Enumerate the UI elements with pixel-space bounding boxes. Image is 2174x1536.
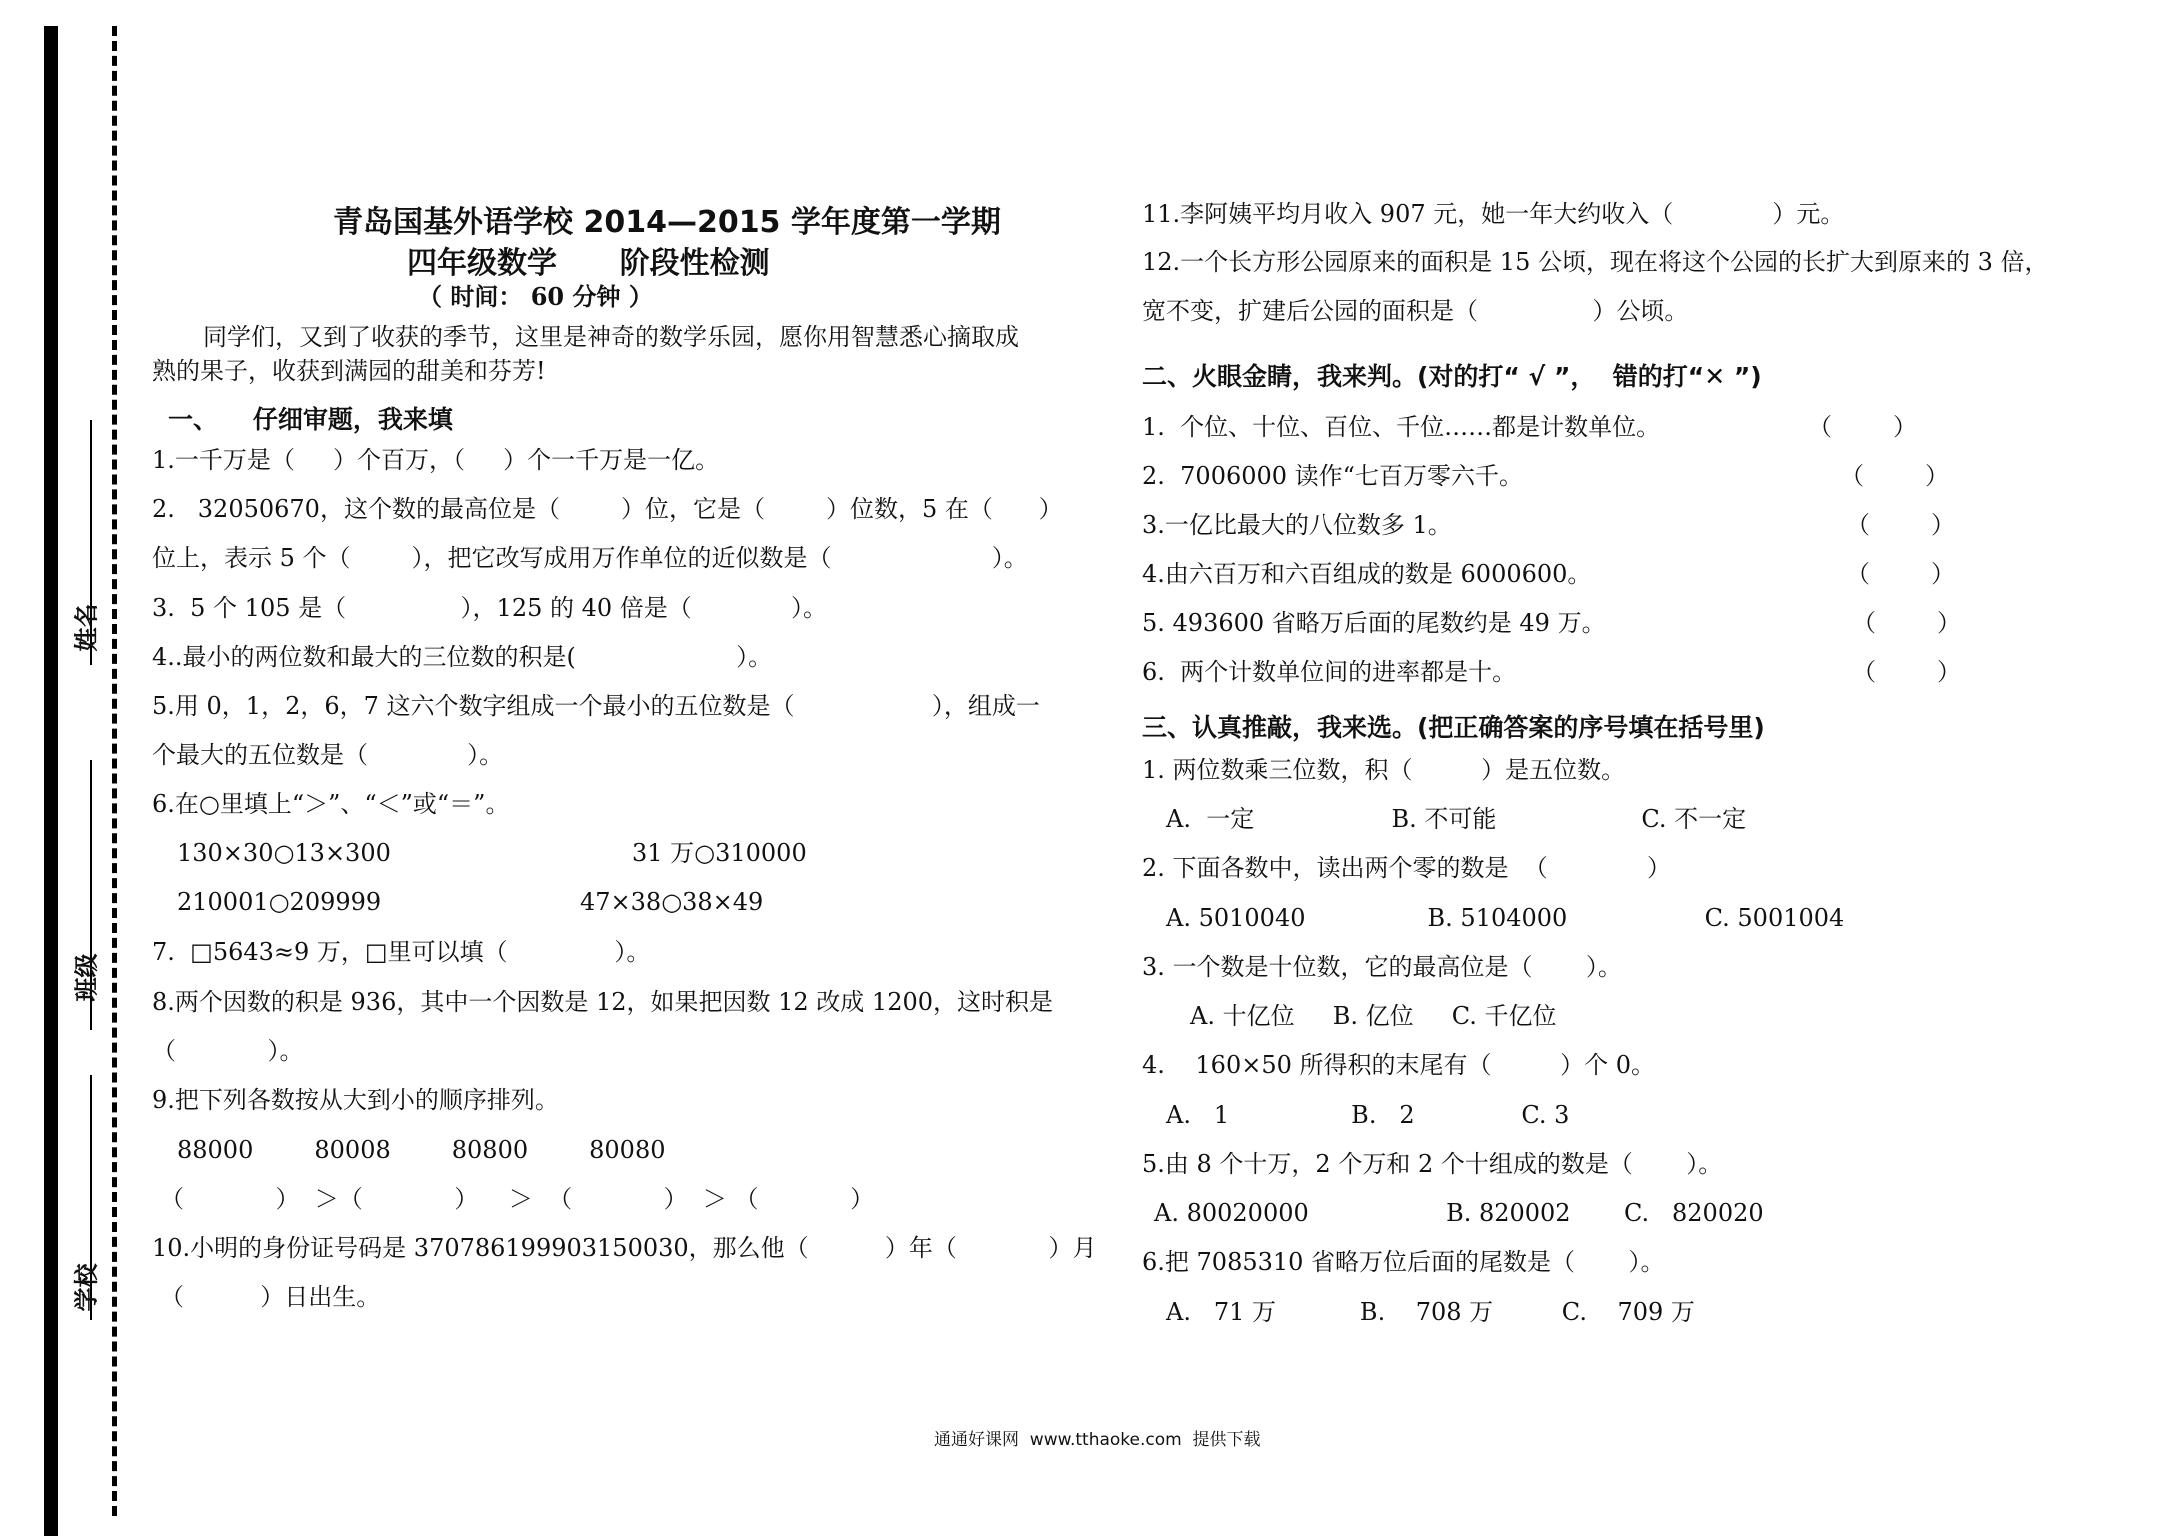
class-label: 班级 <box>72 953 101 1002</box>
school-label: 学校 <box>72 1263 101 1312</box>
choice-question: 3. 一个数是十位数，它的最高位是（ ）。 <box>1142 953 1622 981</box>
choice-options: A. 71 万 B. 708 万 C. 709 万 <box>1166 1298 1695 1326</box>
question-line: 3. 5 个 105 是（ ），125 的 40 倍是（ ）。 <box>152 594 827 622</box>
exam-subtitle: 四年级数学 阶段性检测 <box>407 246 770 281</box>
choice-options: A. 一定 B. 不可能 C. 不一定 <box>1166 805 1747 833</box>
question-line: 8.两个因数的积是 936，其中一个因数是 12，如果把因数 12 改成 1200，这时积是 <box>152 988 1054 1016</box>
question-line: 11.李阿姨平均月收入 907 元，她一年大约收入（ ）元。 <box>1142 200 1845 228</box>
question-line: 个最大的五位数是（ ）。 <box>152 741 504 769</box>
section1-heading: 一、 仔细审题，我来填 <box>168 405 453 434</box>
choice-question: 1. 两位数乘三位数，积（ ）是五位数。 <box>1142 756 1626 784</box>
choice-question: 2. 下面各数中，读出两个零的数是 （ ） <box>1142 854 1671 882</box>
question-line: 4..最小的两位数和最大的三位数的积是( ）。 <box>152 643 773 671</box>
question-line: 10.小明的身份证号码是 370786199903150030，那么他（ ）年（ ）月 <box>152 1234 1097 1262</box>
judge-question: 5. 493600 省略万后面的尾数约是 49 万。 <box>1142 609 1606 637</box>
exam-time: （ 时间： 60 分钟 ） <box>418 282 653 311</box>
judge-blank: （ ） <box>1846 560 1956 588</box>
section2-heading: 二、火眼金睛，我来判。(对的打“ √ ”， 错的打“✕ ”) <box>1142 362 1762 391</box>
choice-question: 6.把 7085310 省略万位后面的尾数是（ ）。 <box>1142 1248 1665 1276</box>
judge-question: 3.一亿比最大的八位数多 1。 <box>1142 511 1452 539</box>
question-line: 位上，表示 5 个（ ），把它改写成用万作单位的近似数是（ ）。 <box>152 544 1028 572</box>
binding-dashed-line <box>112 26 117 1516</box>
choice-options: A. 十亿位 B. 亿位 C. 千亿位 <box>1190 1002 1557 1030</box>
question-line: （ ）日出生。 <box>160 1283 381 1311</box>
choice-options: A. 5010040 B. 5104000 C. 5001004 <box>1166 904 1845 932</box>
question-line: 1.一千万是（ ）个百万，（ ）个一千万是一亿。 <box>152 446 720 474</box>
section3-heading: 三、认真推敲，我来选。(把正确答案的序号填在括号里) <box>1142 713 1765 742</box>
choice-question: 4. 160×50 所得积的末尾有（ ）个 0。 <box>1142 1051 1656 1079</box>
choice-options: A. 1 B. 2 C. 3 <box>1166 1101 1570 1129</box>
question-line: （ ）。 <box>152 1037 304 1065</box>
choice-question: 5.由 8 个十万，2 个万和 2 个十组成的数是（ ）。 <box>1142 1150 1723 1178</box>
order-blanks: （ ） ＞（ ） ＞ （ ） ＞ （ ） <box>160 1185 875 1213</box>
number-list: 88000 80008 80800 80080 <box>177 1136 666 1164</box>
judge-blank: （ ） <box>1808 413 1918 441</box>
question-line: 12.一个长方形公园原来的面积是 15 公顷，现在将这个公园的长扩大到原来的 3 倍， <box>1142 248 2049 276</box>
name-label: 姓名 <box>72 603 101 652</box>
question-line: 6.在○里填上“＞”、“＜”或“＝”。 <box>152 790 510 818</box>
footer-credit: 通通好课网 www.tthaoke.com 提供下载 <box>934 1430 1261 1450</box>
question-line: 5.用 0，1，2，6，7 这六个数字组成一个最小的五位数是（ ），组成一 <box>152 692 1040 720</box>
intro-line-2: 熟的果子，收获到满园的甜美和芬芳! <box>152 357 546 385</box>
judge-blank: （ ） <box>1846 511 1956 539</box>
judge-question: 1. 个位、十位、百位、千位……都是计数单位。 <box>1142 413 1661 441</box>
question-line: 宽不变，扩建后公园的面积是（ ）公顷。 <box>1142 297 1689 325</box>
question-line: 9.把下列各数按从大到小的顺序排列。 <box>152 1086 559 1114</box>
compare-item: 31 万○310000 <box>632 839 807 867</box>
judge-blank: （ ） <box>1852 658 1962 686</box>
question-line: 7. □5643≈9 万，□里可以填（ ）。 <box>152 938 651 966</box>
compare-item: 47×38○38×49 <box>580 888 764 916</box>
judge-question: 2. 7006000 读作“七百万零六千。 <box>1142 462 1523 490</box>
judge-question: 4.由六百万和六百组成的数是 6000600。 <box>1142 560 1592 588</box>
judge-question: 6. 两个计数单位间的进率都是十。 <box>1142 658 1517 686</box>
compare-item: 130×30○13×300 <box>177 839 391 867</box>
binding-solid-bar <box>44 26 58 1536</box>
judge-blank: （ ） <box>1852 609 1962 637</box>
compare-item: 210001○209999 <box>177 888 382 916</box>
judge-blank: （ ） <box>1840 462 1950 490</box>
intro-line-1: 同学们，又到了收获的季节，这里是神奇的数学乐园，愿你用智慧悉心摘取成 <box>203 323 1019 351</box>
choice-options: A. 80020000 B. 820002 C. 820020 <box>1154 1199 1764 1227</box>
question-line: 2. 32050670，这个数的最高位是（ ）位，它是（ ）位数，5 在（ ） <box>152 495 1063 523</box>
exam-title: 青岛国基外语学校 2014—2015 学年度第一学期 <box>333 205 1001 240</box>
